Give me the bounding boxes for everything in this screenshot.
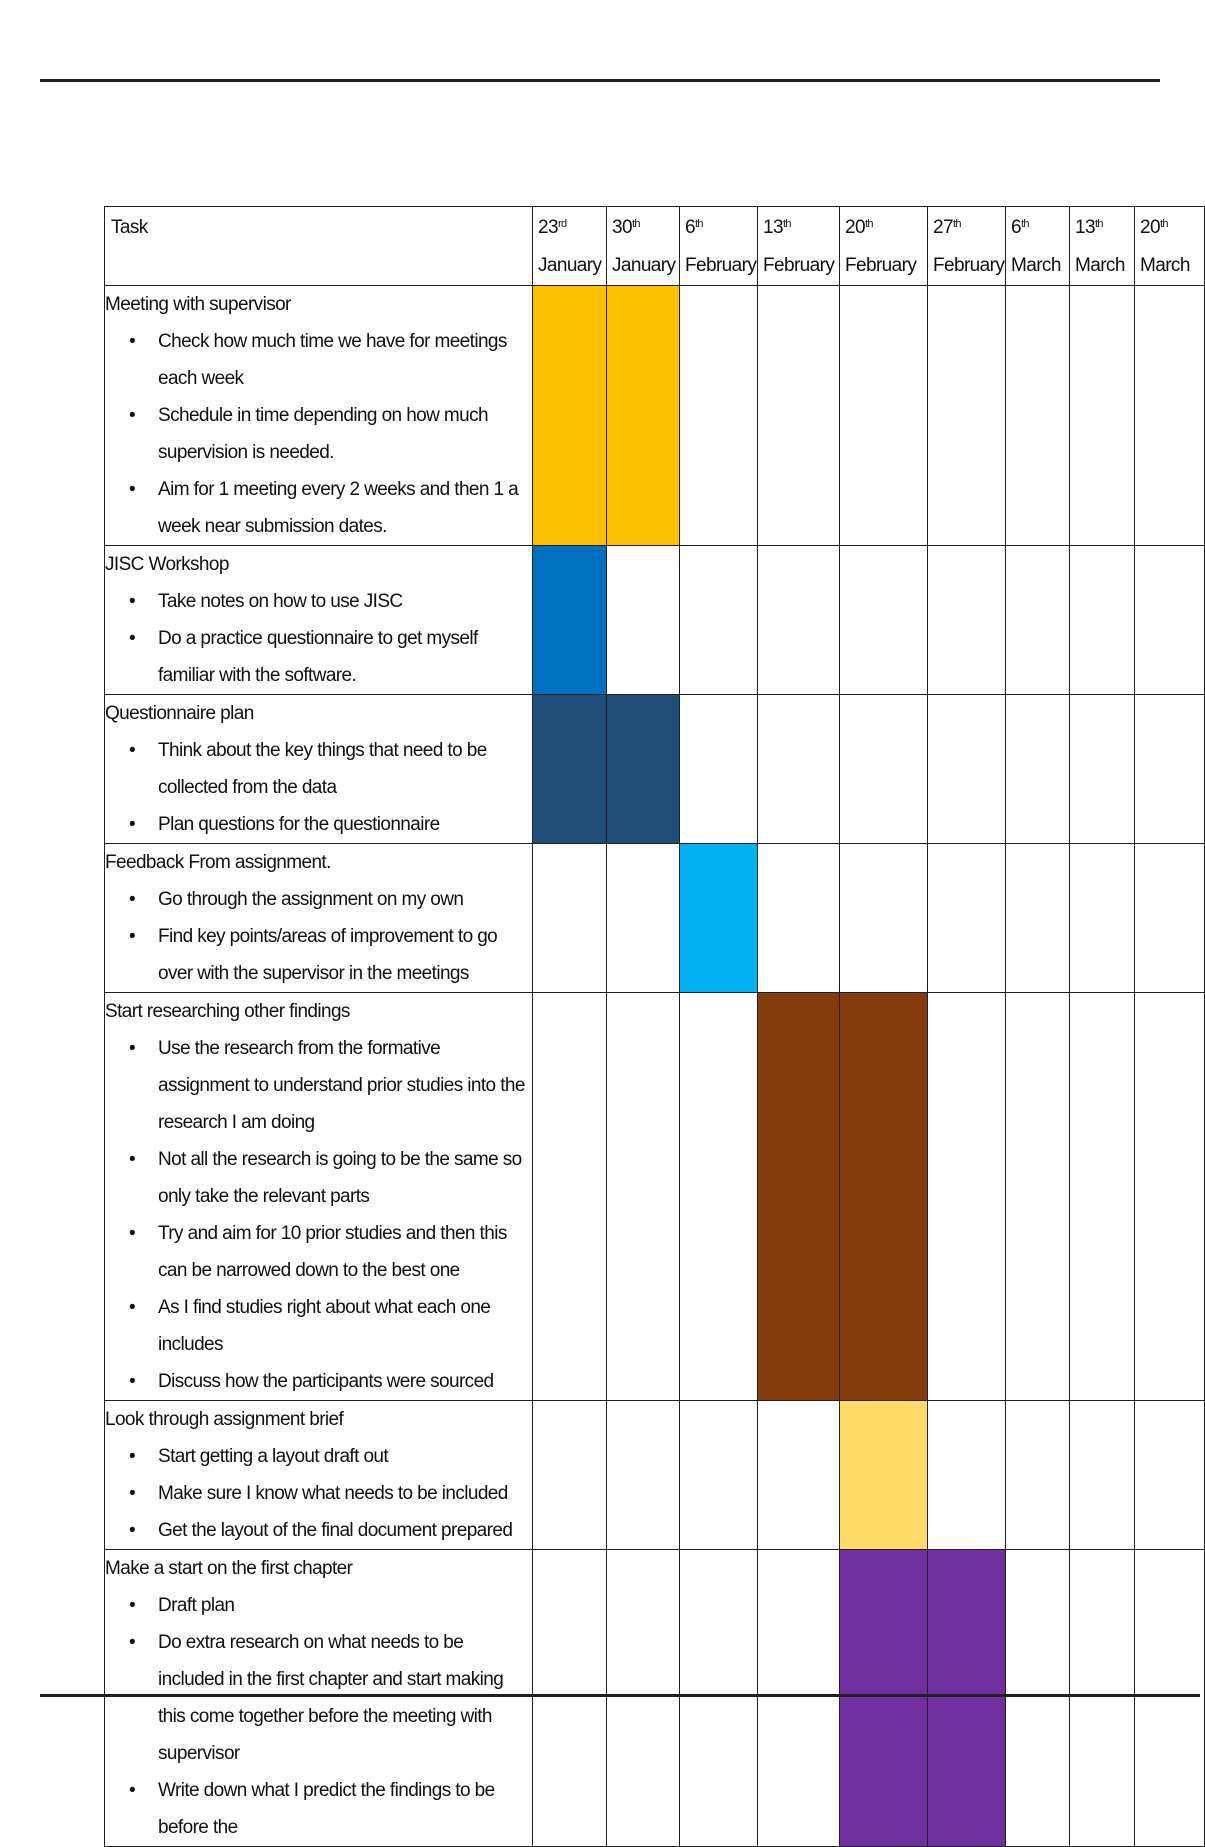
task-row [105,1401,1205,1550]
task-bullet-list [105,881,532,992]
gantt-bar-cell [840,993,928,1401]
gantt-bar-cell [533,286,607,546]
week-day-number: 13 [763,217,783,238]
empty-cell [1135,546,1205,695]
empty-cell [680,695,758,844]
gantt-bar-cell [533,546,607,695]
week-header [758,207,840,286]
gantt-chart [104,206,1200,1838]
empty-cell [680,1550,758,1847]
week-day-number: 20 [845,217,865,238]
gantt-bar-cell [607,695,680,844]
top-rule [40,79,1160,82]
empty-cell [758,1550,840,1847]
week-day-number: 27 [933,217,953,238]
task-bullet: • Try and aim for 10 prior studies and then this can be narrowed down to the best one [105,1215,532,1289]
empty-cell [607,844,680,993]
empty-cell [928,286,1006,546]
task-title: Start researching other findings [105,1001,350,1022]
week-day [612,217,640,238]
empty-cell [1135,1401,1205,1550]
week-month: March [1011,255,1061,276]
task-bullet: • Get the layout of the final document prepared [105,1512,532,1549]
bottom-rule [40,1694,1200,1697]
week-day-suffix: th [694,218,703,230]
week-day-suffix: th [864,218,873,230]
empty-cell [758,1401,840,1550]
empty-cell [758,844,840,993]
week-day-suffix: th [1094,218,1103,230]
gantt-bar-cell [840,1550,928,1847]
empty-cell [1070,695,1135,844]
week-header [1006,207,1070,286]
week-day-suffix: th [1020,218,1029,230]
task-bullet-list [105,1438,532,1549]
week-month: January [612,255,676,276]
empty-cell [680,993,758,1401]
empty-cell [1070,1550,1135,1847]
task-bullet-list [105,732,532,843]
gantt-bar-cell [758,993,840,1401]
week-header [928,207,1006,286]
task-row [105,993,1205,1401]
empty-cell [533,1550,607,1847]
task-bullet: • Make sure I know what needs to be included [105,1475,532,1512]
week-month: March [1140,255,1190,276]
task-bullet: • Plan questions for the questionnaire [105,806,532,843]
empty-cell [607,1550,680,1847]
empty-cell [1006,1401,1070,1550]
task-row [105,695,1205,844]
task-row [105,1550,1205,1847]
empty-cell [1006,695,1070,844]
empty-cell [1006,1550,1070,1847]
week-day-suffix: th [782,218,791,230]
task-title: JISC Workshop [105,554,229,575]
week-day-suffix: th [631,218,640,230]
task-bullet: • Write down what I predict the findings to be before the [105,1772,532,1846]
task-bullet: • Find key points/areas of improvement to go over with the supervisor in the meetings [105,918,532,992]
task-bullet: • Draft plan [105,1587,532,1624]
week-header [607,207,680,286]
task-bullet-list [105,583,532,694]
gantt-bar-cell [533,695,607,844]
empty-cell [607,993,680,1401]
week-month: February [685,255,757,276]
week-day [1075,217,1103,238]
week-month: February [763,255,835,276]
week-month: February [933,255,1005,276]
empty-cell [1006,286,1070,546]
task-bullet: • Do extra research on what needs to be included in the first chapter and start making this come together before the meeting with supervisor [105,1624,532,1772]
gantt-bar-cell [928,1550,1006,1847]
task-cell [105,844,533,993]
empty-cell [1070,993,1135,1401]
task-bullet: • Check how much time we have for meetings each week [105,323,532,397]
task-bullet: • Start getting a layout draft out [105,1438,532,1475]
week-day [1011,217,1029,238]
week-day-suffix: th [952,218,961,230]
empty-cell [1070,1401,1135,1550]
task-title: Questionnaire plan [105,703,254,724]
task-column-header: Task [105,207,533,286]
week-day [933,217,961,238]
gantt-bar-cell [840,1401,928,1550]
task-row [105,286,1205,546]
empty-cell [680,546,758,695]
week-header [1070,207,1135,286]
week-day-number: 20 [1140,217,1160,238]
empty-cell [840,286,928,546]
task-bullet: • Take notes on how to use JISC [105,583,532,620]
empty-cell [840,844,928,993]
task-title: Make a start on the first chapter [105,1558,353,1579]
empty-cell [1006,546,1070,695]
task-bullet-list [105,1030,532,1400]
week-day [685,217,703,238]
week-header [680,207,758,286]
empty-cell [533,844,607,993]
week-day-number: 6 [1011,217,1021,238]
empty-cell [1006,844,1070,993]
task-bullet: • Do a practice questionnaire to get myself familiar with the software. [105,620,532,694]
header-row [105,207,1205,286]
empty-cell [928,695,1006,844]
empty-cell [533,993,607,1401]
empty-cell [928,1401,1006,1550]
task-title: Look through assignment brief [105,1409,344,1430]
empty-cell [928,844,1006,993]
task-cell [105,1401,533,1550]
empty-cell [1070,286,1135,546]
week-header [533,207,607,286]
task-bullet: • Use the research from the formative assignment to understand prior studies into the research I am doing [105,1030,532,1141]
week-day [845,217,873,238]
empty-cell [1135,1550,1205,1847]
empty-cell [680,1401,758,1550]
week-day-suffix: rd [557,218,567,230]
task-rows [105,286,1205,1847]
empty-cell [840,546,928,695]
task-bullet: • Go through the assignment on my own [105,881,532,918]
empty-cell [1135,286,1205,546]
task-bullet-list [105,1587,532,1846]
task-row [105,546,1205,695]
task-cell [105,695,533,844]
empty-cell [840,695,928,844]
week-month: March [1075,255,1125,276]
task-bullet-list [105,323,532,545]
week-month: February [845,255,917,276]
week-day [1140,217,1168,238]
gantt-bar-cell [680,844,758,993]
gantt-bar-cell [607,286,680,546]
empty-cell [607,546,680,695]
task-cell [105,546,533,695]
empty-cell [1135,993,1205,1401]
week-day-suffix: th [1159,218,1168,230]
empty-cell [758,695,840,844]
empty-cell [1070,546,1135,695]
task-bullet: • Aim for 1 meeting every 2 weeks and then 1 a week near submission dates. [105,471,532,545]
empty-cell [928,993,1006,1401]
task-bullet: • As I find studies right about what each one includes [105,1289,532,1363]
week-month: January [538,255,602,276]
task-title: Meeting with supervisor [105,294,291,315]
empty-cell [533,1401,607,1550]
week-header [840,207,928,286]
week-day-number: 13 [1075,217,1095,238]
empty-cell [680,286,758,546]
week-day [538,217,567,238]
task-cell [105,286,533,546]
task-bullet: • Think about the key things that need to be collected from the data [105,732,532,806]
week-day-number: 23 [538,217,558,238]
week-day-number: 30 [612,217,632,238]
task-cell [105,993,533,1401]
task-row [105,844,1205,993]
empty-cell [758,546,840,695]
empty-cell [1070,844,1135,993]
week-day-number: 6 [685,217,695,238]
task-title: Feedback From assignment. [105,852,331,873]
gantt-table [104,206,1205,1847]
empty-cell [1135,844,1205,993]
empty-cell [1006,993,1070,1401]
week-day [763,217,791,238]
empty-cell [1135,695,1205,844]
empty-cell [758,286,840,546]
task-bullet: • Discuss how the participants were sourced [105,1363,532,1400]
task-cell [105,1550,533,1847]
empty-cell [928,546,1006,695]
empty-cell [607,1401,680,1550]
week-header [1135,207,1205,286]
task-bullet: • Schedule in time depending on how much supervision is needed. [105,397,532,471]
task-bullet: • Not all the research is going to be the same so only take the relevant parts [105,1141,532,1215]
